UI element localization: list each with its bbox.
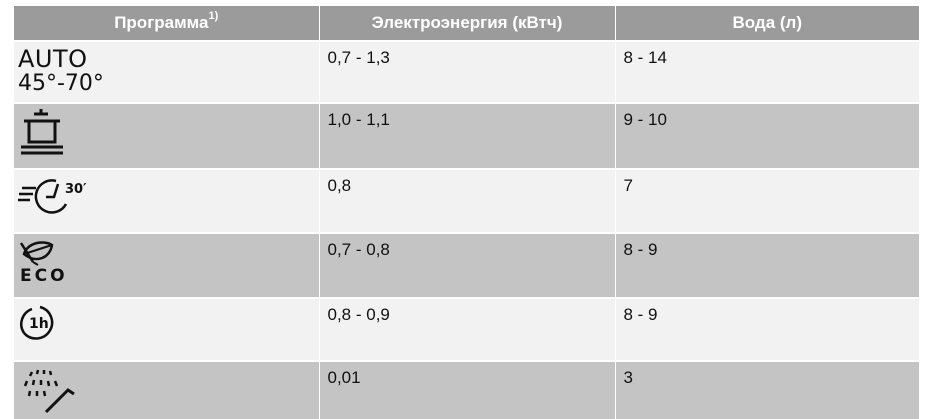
water-cell: 3: [615, 361, 919, 419]
eco-leaf-icon: [18, 238, 319, 268]
water-cell: 8 - 9: [615, 233, 919, 298]
water-cell: 7: [615, 169, 919, 233]
program-cell: [14, 169, 319, 233]
table-row: [14, 169, 919, 233]
program-cell: [14, 233, 319, 298]
energy-cell: 0,8: [319, 169, 615, 233]
table-row: [14, 298, 919, 361]
energy-cell: 0,7 - 1,3: [319, 41, 615, 103]
auto-program-label: AUTO: [18, 45, 88, 73]
auto-program-range: 45°-70°: [18, 71, 104, 96]
water-cell: 9 - 10: [615, 103, 919, 169]
table-row: [14, 361, 919, 419]
one-hour-icon: [14, 299, 319, 347]
table-row: [14, 103, 919, 169]
water-cell: 8 - 9: [615, 298, 919, 361]
svg-text:30′: 30′: [65, 182, 87, 197]
eco-label: ECO: [20, 266, 68, 286]
water-cell: 8 - 14: [615, 41, 919, 103]
energy-cell: 0,01: [319, 361, 615, 419]
program-cell: [14, 361, 319, 419]
energy-cell: 0,8 - 0,9: [319, 298, 615, 361]
quick-30-icon: [14, 170, 319, 224]
header-water: Вода (л): [615, 6, 919, 41]
energy-cell: 0,7 - 0,8: [319, 233, 615, 298]
svg-text:1h: 1h: [29, 316, 49, 332]
table-row: [14, 233, 919, 298]
energy-cell: 1,0 - 1,1: [319, 103, 615, 169]
footnote-marker: 1): [208, 10, 219, 23]
pot-intensive-icon: [14, 104, 319, 162]
rinse-hold-icon: [14, 362, 319, 414]
program-cell: [14, 41, 319, 103]
table-row: [14, 41, 919, 103]
table-header-row: [14, 6, 919, 41]
program-cell: [14, 103, 319, 169]
header-energy: Электроэнергия (кВтч): [319, 6, 615, 41]
program-cell: [14, 298, 319, 361]
consumption-table: [14, 6, 919, 419]
header-program: Программа$^{1)}$: [14, 6, 319, 41]
